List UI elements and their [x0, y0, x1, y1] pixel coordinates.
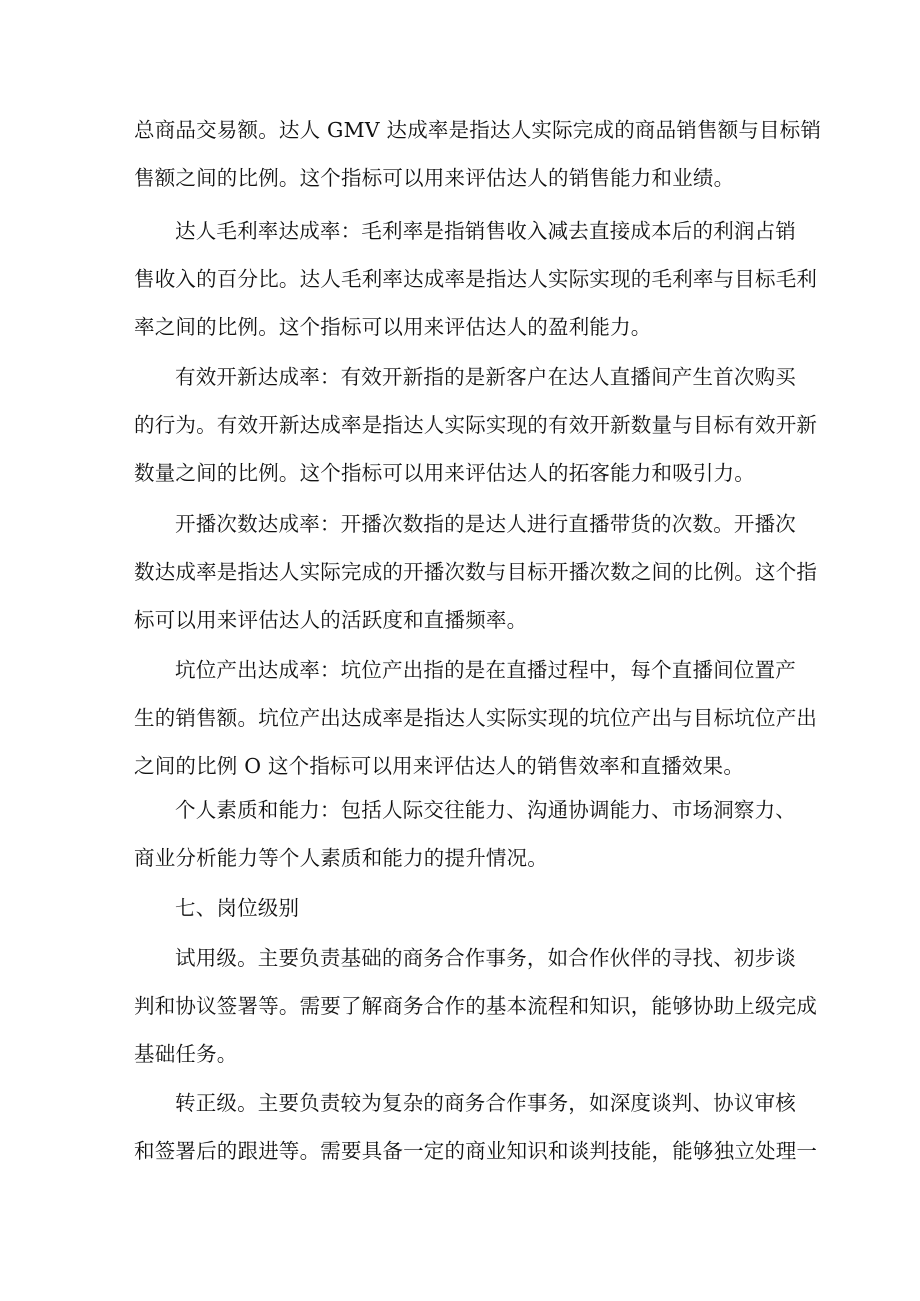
text-line: 开播次数达成率：开播次数指的是达人进行直播带货的次数。开播次 [175, 512, 796, 536]
text-line: 数达成率是指达人实际完成的开播次数与目标开播次数之间的比例。这个指 [134, 560, 818, 584]
text-line: 试用级。主要负责基础的商务合作事务，如合作伙伴的寻找、初步谈 [175, 946, 796, 970]
paragraph-slot-output [134, 646, 818, 790]
text-line: 个人素质和能力：包括人际交往能力、沟通协调能力、市场洞察力、 [175, 798, 796, 822]
text-line: 数量之间的比例。这个指标可以用来评估达人的拓客能力和吸引力。 [134, 461, 755, 485]
text-line: 率之间的比例。这个指标可以用来评估达人的盈利能力。 [134, 315, 652, 339]
paragraph-gmv-continued [134, 106, 822, 202]
text-line: 判和协议签署等。需要了解商务合作的基本流程和知识，能够协助上级完成 [134, 994, 818, 1018]
text-line: 有效开新达成率：有效开新指的是新客户在达人直播间产生首次购买 [175, 365, 796, 389]
text-line: 标可以用来评估达人的活跃度和直播频率。 [134, 608, 528, 632]
text-line: 商业分析能力等个人素质和能力的提升情况。 [134, 846, 548, 870]
text-line: 达人毛利率达成率：毛利率是指销售收入减去直接成本后的利润占销 [175, 219, 796, 243]
text-line: 生的销售额。坑位产出达成率是指达人实际实现的坑位产出与目标坑位产出 [134, 706, 818, 730]
paragraph-personal-quality [134, 786, 796, 882]
paragraph-broadcast-count [134, 500, 818, 644]
paragraph-gross-margin [134, 207, 818, 351]
section-heading [134, 884, 790, 932]
text-line: 和签署后的跟进等。需要具备一定的商业知识和谈判技能，能够独立处理一 [134, 1139, 818, 1163]
text-line: 售收入的百分比。达人毛利率达成率是指达人实际实现的毛利率与目标毛利 [134, 267, 818, 291]
text-line: 坑位产出达成率：坑位产出指的是在直播过程中，每个直播间位置产 [175, 658, 796, 682]
section-title: 七、岗位级别 [175, 896, 300, 920]
text-line: 之间的比例 O 这个指标可以用来评估达人的销售效率和直播效果。 [134, 754, 745, 778]
text-line: 的行为。有效开新达成率是指达人实际实现的有效开新数量与目标有效开新 [134, 413, 818, 437]
text-line: 转正级。主要负责较为复杂的商务合作事务，如深度谈判、协议审核 [175, 1091, 796, 1115]
text-line: 售额之间的比例。这个指标可以用来评估达人的销售能力和业绩。 [134, 166, 735, 190]
text-line: 总商品交易额。达人 GMV 达成率是指达人实际完成的商品销售额与目标销 [134, 118, 822, 142]
text-line: 基础任务。 [134, 1042, 238, 1066]
paragraph-new-customers [134, 353, 818, 497]
paragraph-regular-level [134, 1079, 818, 1175]
paragraph-probation-level [134, 934, 818, 1078]
